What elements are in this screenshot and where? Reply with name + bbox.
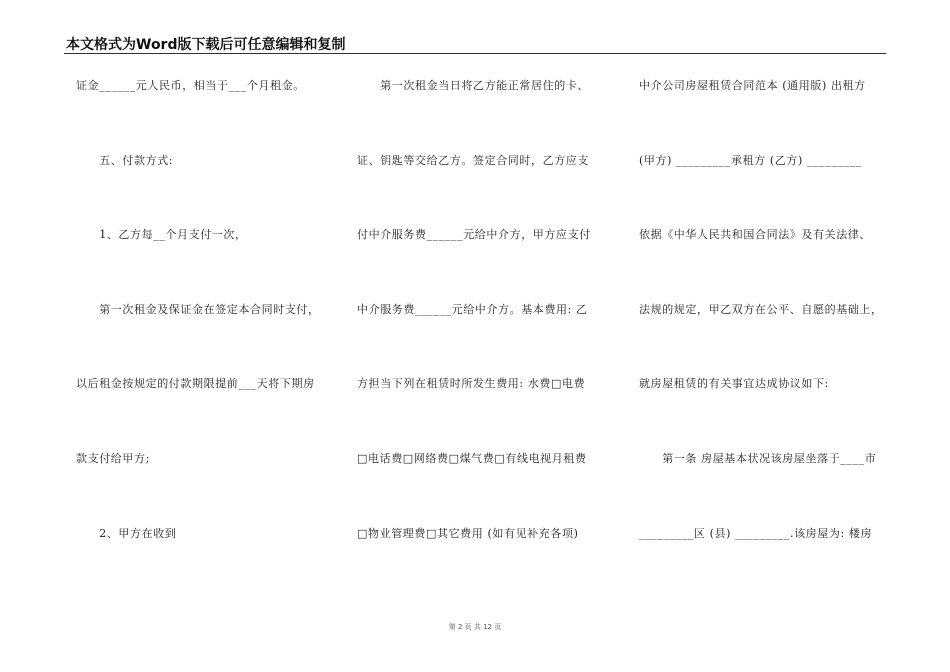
- page-number: 第 2 页 共 12 页: [448, 623, 502, 631]
- text-column-3: [639, 78, 883, 600]
- text-line: 证、钥匙等交给乙方。签定合同时，乙方应支: [357, 153, 589, 167]
- text-line: 中介公司房屋租赁合同范本 (通用版) 出租方: [639, 79, 866, 92]
- text-line: 1、乙方每__个月支付一次，: [76, 228, 247, 242]
- text-line: 第一次租金及保证金在签定本合同时支付，: [76, 302, 320, 316]
- text-line: _________区 (县) _________.该房屋为: 楼房: [639, 526, 873, 540]
- text-line: 依据《中华人民共和国合同法》及有关法律、: [639, 228, 871, 242]
- text-column-1: [76, 78, 320, 600]
- text-line: 就房屋租赁的有关事宜达成协议如下:: [639, 377, 829, 391]
- document-header-title: 本文格式为Word版下载后可任意编辑和复制: [66, 37, 346, 53]
- text-line: 款支付给甲方;: [76, 451, 150, 465]
- text-column-2: [357, 78, 597, 600]
- text-line: □物业管理费□其它费用 (如有见补充各项): [357, 526, 579, 540]
- text-line: (甲方) _________承租方 (乙方) _________: [639, 153, 862, 167]
- text-line: 付中介服务费______元给中介方，甲方应支付: [357, 228, 591, 242]
- text-line: 第一次租金当日将乙方能正常居住的卡、: [357, 79, 589, 92]
- text-line: 第一条 房屋基本状况该房屋坐落于____市: [639, 451, 877, 465]
- text-line: 以后租金按规定的付款期限提前___天将下期房: [76, 377, 315, 391]
- header-divider: [64, 53, 886, 54]
- text-line: 2、甲方在收到: [76, 526, 177, 540]
- text-line: 五、付款方式:: [76, 153, 174, 167]
- text-line: 法规的规定，甲乙双方在公平、自愿的基础上，: [639, 302, 883, 316]
- text-line: 方担当下列在租赁时所发生费用: 水费□电费: [357, 377, 586, 391]
- text-line: 中介服务费______元给中介方。基本费用: 乙: [357, 302, 588, 316]
- text-line: 证金______元人民币，相当于___个月租金。: [76, 79, 305, 92]
- text-line: □电话费□网络费□煤气费□有线电视月租费: [357, 451, 587, 465]
